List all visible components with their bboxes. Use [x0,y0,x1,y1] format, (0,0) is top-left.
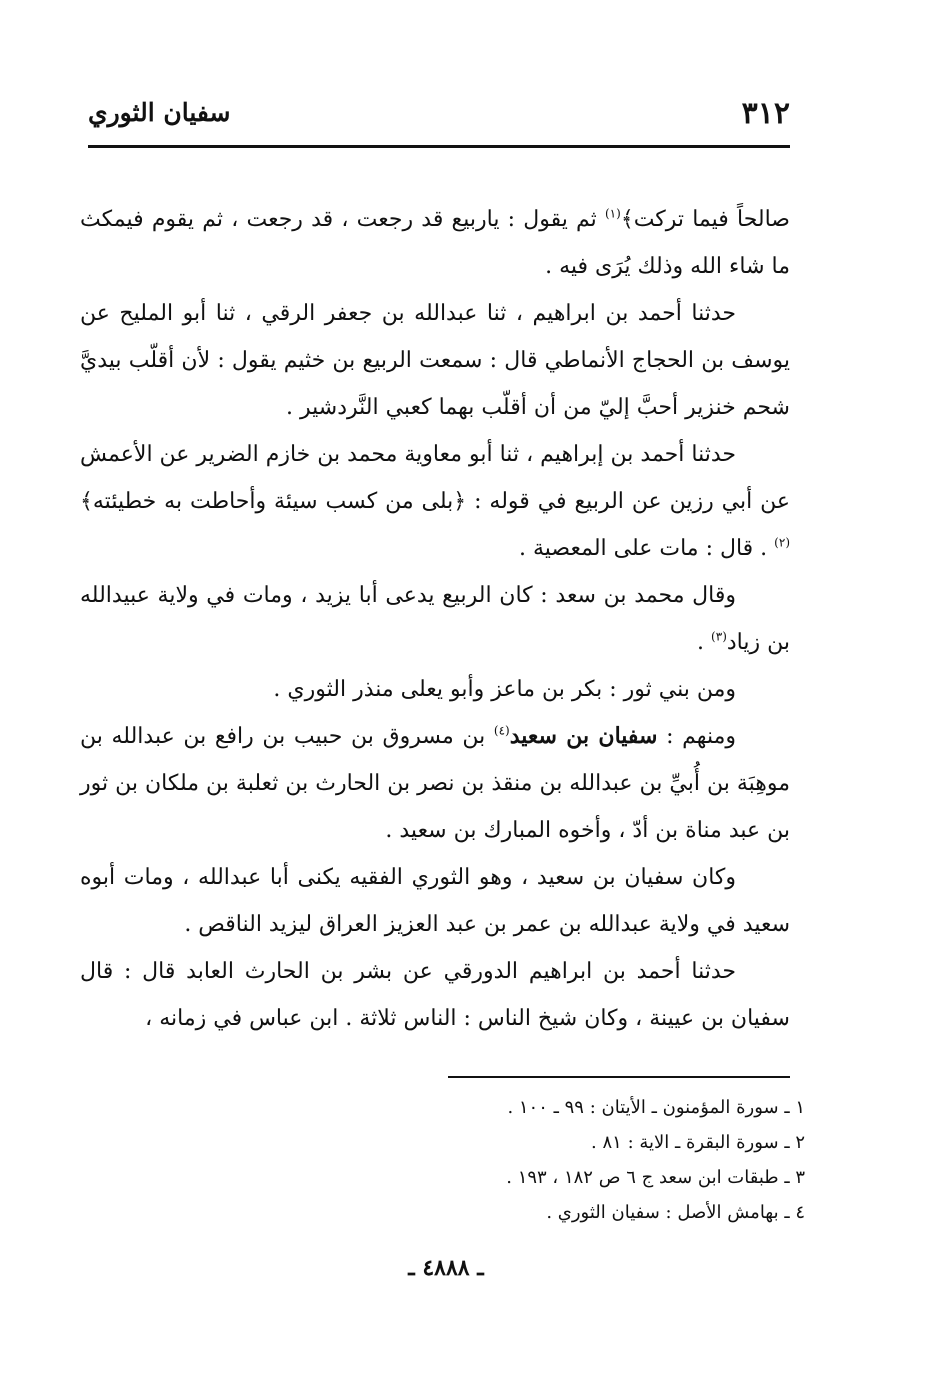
paragraph [80,666,790,713]
footnote-marker: (٢) [774,535,790,550]
text-run: ومنهم : [657,724,736,749]
paragraph [80,431,790,572]
folio-number: ـ ٤٨٨٨ ـ [408,1255,484,1281]
paragraph [80,713,790,854]
text-run: . قال : مات على المعصية . [519,536,775,561]
page-number: ٣١٢ [741,96,790,131]
text-run: صالحاً فيما تركت﴾ [620,207,790,232]
text-run: حدثنا أحمد بن ابراهيم ، ثنا عبدالله بن جعفر الرقي ، ثنا أبو المليح عن يوسف بن الحجاج الأنماطي قال : سمعت الربيع بن خثيم يقول : لأن أقلّب بيديَّ شحم خنزير أحبَّ إليّ من أن أقلّب بهما كعبي النَّردشير . [80,301,790,420]
text-run: حدثنا أحمد بن إبراهيم ، ثنا أبو معاوية محمد بن خازم الضرير عن الأعمش عن أبي رزين عن الربيع في قوله : ﴿بلى من كسب سيئة وأحاطت به خطيئته﴾ [80,442,790,514]
paragraph [80,196,790,290]
footnote-item: ١ ـ سورة المؤمنون ـ الأيتان : ٩٩ ـ ١٠٠ . [507,1097,805,1118]
text-run: بن مسروق بن حبيب بن رافع بن عبدالله بن موهِبَة بن أُبيِّ بن عبدالله بن منقذ بن نصر بن الحارث بن ثعلبة بن ملكان بن ثور بن عبد مناة بن أدّ ، وأخوه المبارك بن سعيد . [80,724,790,843]
footnotes [300,1090,805,1230]
text-run: ومن بني ثور : بكر بن ماعز وأبو يعلى منذر الثوري . [273,677,736,702]
main-text [80,196,790,1042]
footnote-marker: (٣) [711,629,727,644]
bold-name: سفيان بن سعيد [509,723,658,749]
header-rule [88,145,790,148]
text-run: وكان سفيان بن سعيد ، وهو الثوري الفقيه يكنى أبا عبدالله ، ومات أبوه سعيد في ولاية عبدالله بن عمر بن عبد العزيز العراق ليزيد الناقص . [80,865,790,937]
footnote-item: ٤ ـ بهامش الأصل : سفيان الثوري . [546,1202,805,1223]
running-title: سفيان الثوري [88,98,231,127]
paragraph [80,572,790,666]
footnote-marker: (٤) [493,723,510,738]
footnote-item: ٣ ـ طبقات ابن سعد ج ٦ ص ١٨٢ ، ١٩٣ . [506,1167,805,1188]
paragraph [80,948,790,1042]
text-run: . [697,630,712,655]
footnote-marker: (١) [604,206,621,221]
footnote-rule [448,1076,790,1078]
footnote-item: ٢ ـ سورة البقرة ـ الاية : ٨١ . [591,1132,805,1153]
page-header [88,88,790,142]
text-run: وقال محمد بن سعد : كان الربيع يدعى أبا يزيد ، ومات في ولاية عبيدالله بن زياد [80,583,790,655]
paragraph [80,854,790,948]
paragraph [80,290,790,431]
text-run: ثم يقول : ياربيع قد رجعت ، قد رجعت ، ثم يقوم فيمكث ما شاء الله وذلك يُرَى فيه . [80,207,790,279]
text-run: حدثنا أحمد بن ابراهيم الدورقي عن بشر بن الحارث العابد قال : قال سفيان بن عيينة ، وكان شيخ الناس : الناس ثلاثة . ابن عباس في زمانه ، [80,959,790,1031]
